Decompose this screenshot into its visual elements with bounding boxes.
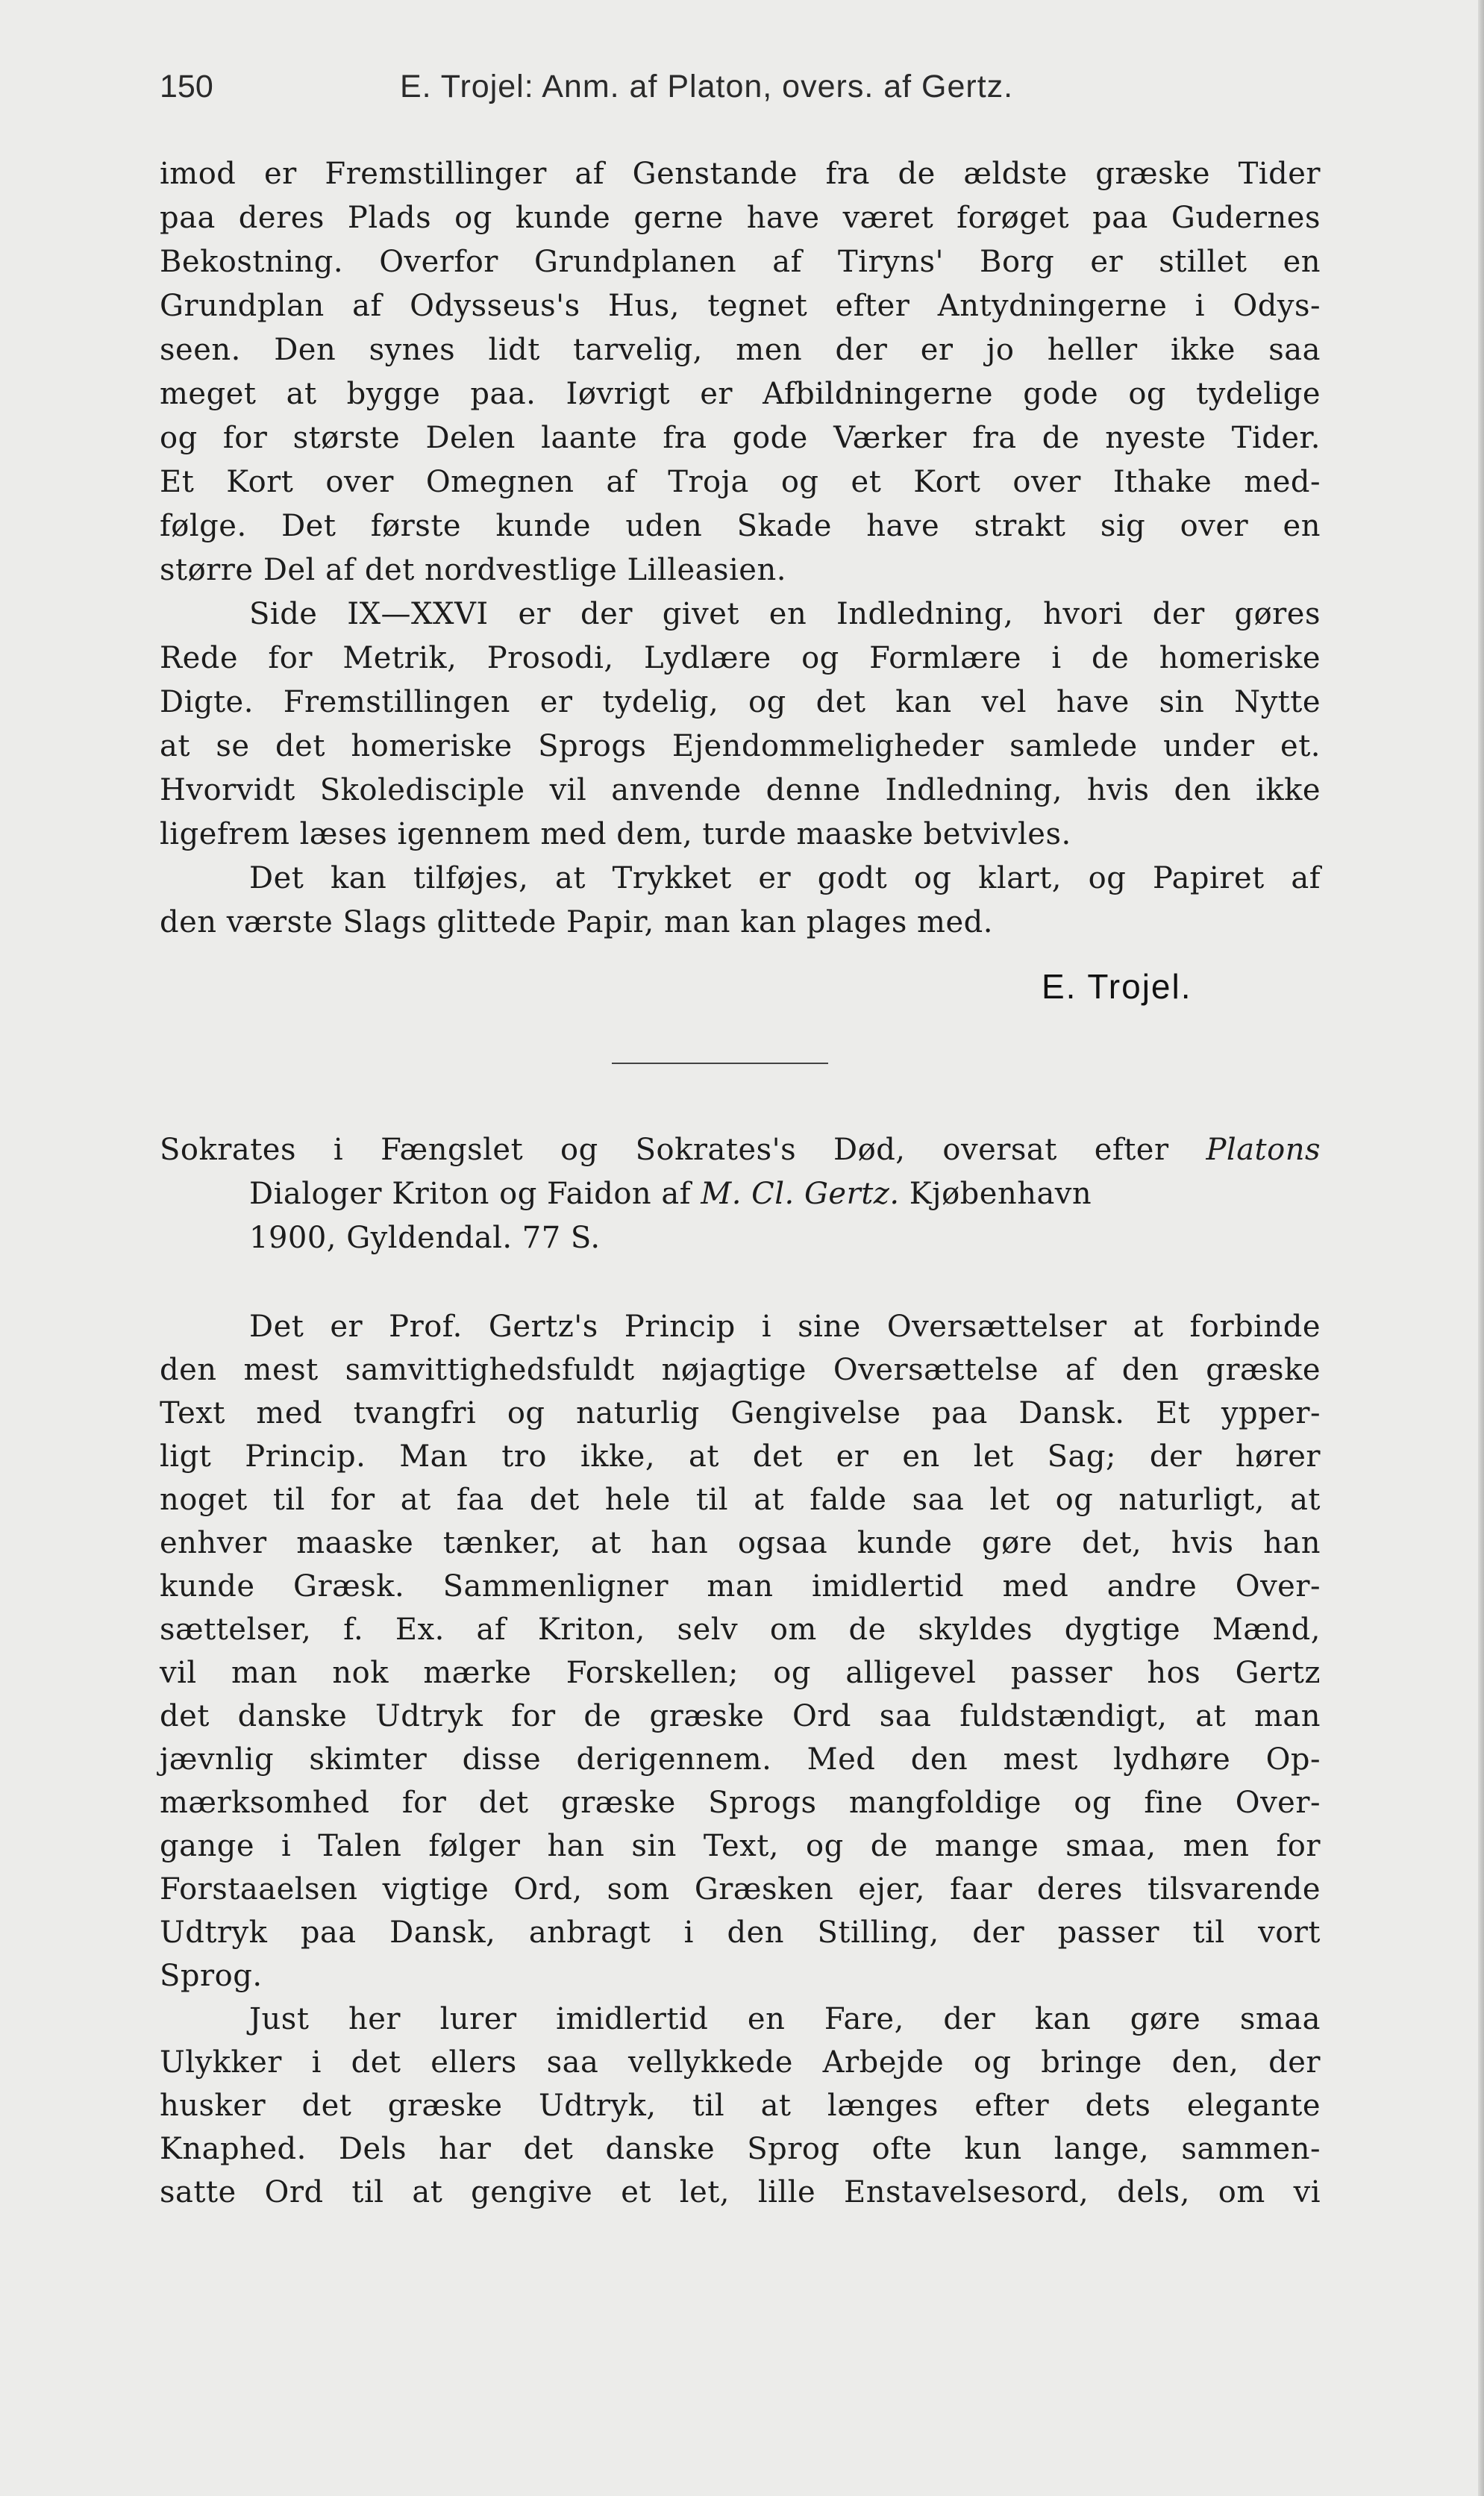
text-line: jævnlig skimter disse derigennem. Med den mest lydhøre Op- [160,1742,1321,1777]
text-line: den værste Slags glittede Papir, man kan plages med. [160,905,993,939]
reference-line [160,1127,1321,1172]
text-line: seen. Den synes lidt tarvelig, men der er jo heller ikke saa [160,333,1321,367]
text-line: ligefrem læses igennem med dem, turde maaske betvivles. [160,817,1071,851]
text-line: Forstaaelsen vigtige Ord, som Græsken ejer, faar deres tilsvarende [160,1872,1321,1907]
text-line: større Del af det nordvestlige Lilleasien. [160,553,786,587]
text-line: Et Kort over Omegnen af Troja og et Kort over Ithake med- [160,465,1321,499]
text-line: ligt Princip. Man tro ikke, at det er en let Sag; der hører [160,1439,1321,1474]
text-line: sættelser, f. Ex. af Kriton, selv om de skyldes dygtige Mænd, [160,1613,1321,1647]
page-number: 150 [160,69,213,104]
text-line: mærksomhed for det græske Sprogs mangfoldige og fine Over- [160,1786,1321,1820]
text-line: noget til for at faa det hele til at falde saa let og naturligt, at [160,1483,1321,1517]
text-line: Grundplan af Odysseus's Hus, tegnet efter Antydningerne i Odys- [160,289,1321,323]
text-line: meget at bygge paa. Iøvrigt er Afbildningerne gode og tydelige [160,377,1321,411]
text-line: husker det græske Udtryk, til at længes efter dets elegante [160,2089,1321,2123]
text-line: den mest samvittighedsfuldt nøjagtige Oversættelse af den græske [160,1353,1321,1387]
reference-text: Kjøbenhavn [899,1177,1092,1211]
text-line: Rede for Metrik, Prosodi, Lydlære og Formlære i de homeriske [160,641,1321,675]
text-line: Det kan tilføjes, at Trykket er godt og klart, og Papiret af [249,861,1321,895]
reference-italic: Platons [1206,1133,1321,1167]
reference-text: Sokrates i Fængslet og Sokrates's Død, oversat efter [160,1133,1206,1167]
text-line: følge. Det første kunde uden Skade have strakt sig over en [160,509,1321,543]
page-edge [1478,0,1484,2496]
text-line: Udtryk paa Dansk, anbragt i den Stilling, der passer til vort [160,1915,1321,1950]
reference-line [249,1172,1321,1216]
signature: E. Trojel. [1042,967,1192,1006]
reference-author: M. Cl. Gertz. [701,1177,900,1211]
text-line: Side IX—XXVI er der givet en Indledning, hvori der gøres [249,597,1321,631]
reference-line: 1900, Gyldendal. 77 S. [249,1221,601,1255]
text-line: vil man nok mærke Forskellen; og alligevel passer hos Gertz [160,1656,1321,1690]
text-line: Hvorvidt Skoledisciple vil anvende denne Indledning, hvis den ikke [160,773,1321,807]
section-divider [612,1063,828,1064]
text-line: imod er Fremstillinger af Genstande fra de ældste græske Tider [160,157,1321,191]
text-line: enhver maaske tænker, at han ogsaa kunde gøre det, hvis han [160,1526,1321,1560]
text-line: paa deres Plads og kunde gerne have været forøget paa Gudernes [160,201,1321,235]
text-line: og for største Delen laante fra gode Værker fra de nyeste Tider. [160,421,1321,455]
text-line: Det er Prof. Gertz's Princip i sine Oversættelser at forbinde [249,1310,1321,1344]
text-line: Sprog. [160,1959,263,1993]
page-header [160,69,1339,113]
text-line: gange i Talen følger han sin Text, og de mange smaa, men for [160,1829,1321,1863]
text-line: Bekostning. Overfor Grundplanen af Tiryns' Borg er stillet en [160,245,1321,279]
text-line: Knaphed. Dels har det danske Sprog ofte kun lange, sammen- [160,2132,1321,2166]
text-line: satte Ord til at gengive et let, lille Enstavelsesord, dels, om vi [160,2175,1321,2209]
text-line: Ulykker i det ellers saa vellykkede Arbejde og bringe den, der [160,2045,1321,2080]
text-line: Just her lurer imidlertid en Fare, der kan gøre smaa [249,2002,1321,2036]
text-line: kunde Græsk. Sammenligner man imidlertid med andre Over- [160,1569,1321,1604]
reference-text: Dialoger Kriton og Faidon af [249,1177,701,1211]
text-line: Digte. Fremstillingen er tydelig, og det kan vel have sin Nytte [160,685,1321,719]
text-line: at se det homeriske Sprogs Ejendommeligheder samlede under et. [160,729,1321,763]
running-head: E. Trojel: Anm. af Platon, overs. af Gertz. [400,69,1014,104]
text-line: det danske Udtryk for de græske Ord saa fuldstændigt, at man [160,1699,1321,1733]
text-line: Text med tvangfri og naturlig Gengivelse paa Dansk. Et ypper- [160,1396,1321,1430]
